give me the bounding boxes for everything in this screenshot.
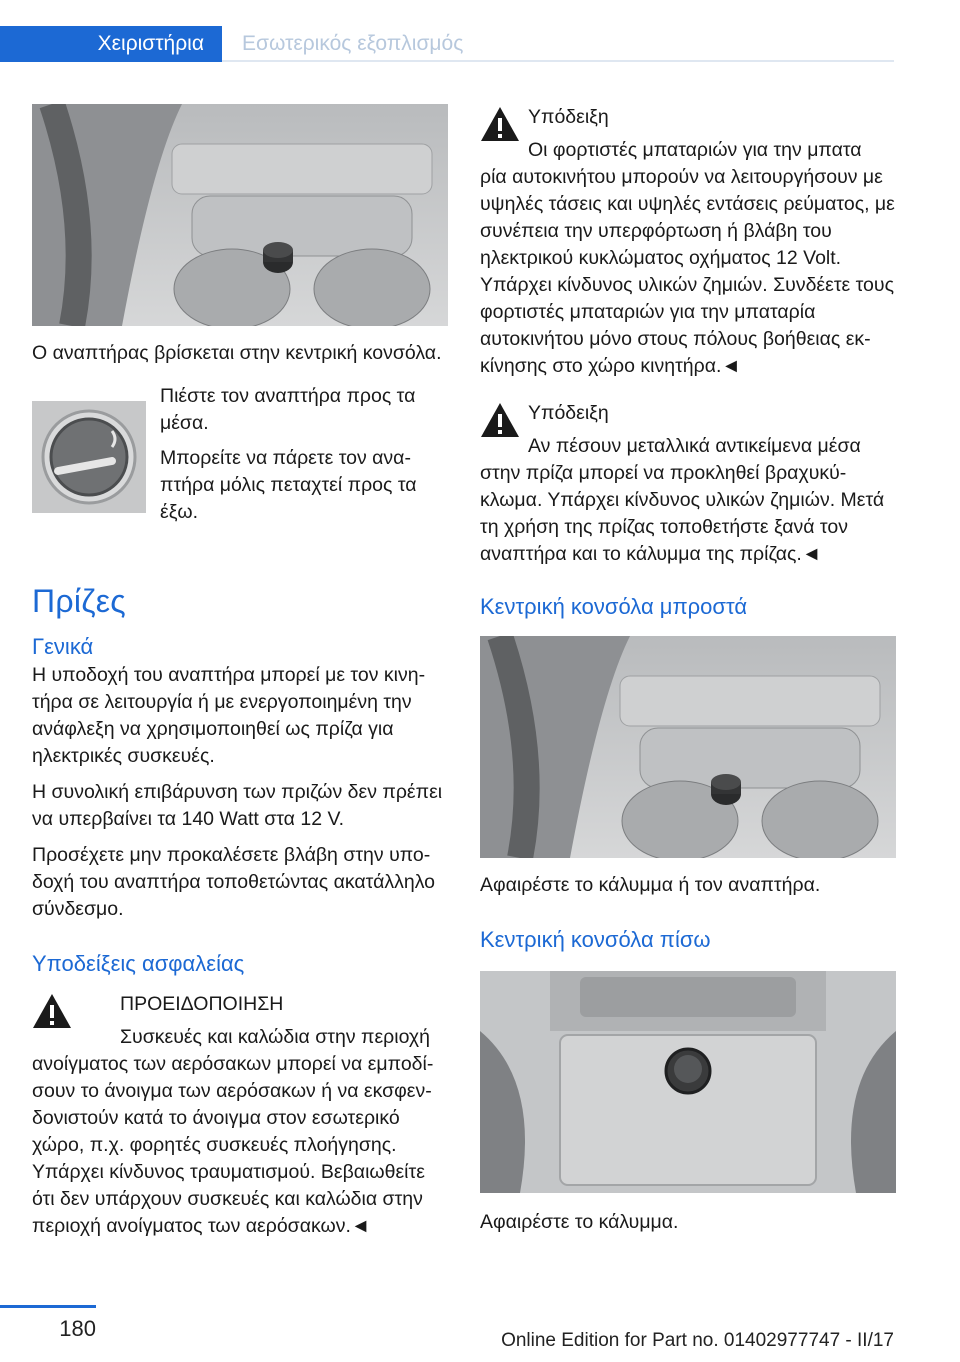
edition-note: Online Edition for Part no. 01402977747 - II/17 [501, 1330, 894, 1351]
header-divider [222, 60, 894, 62]
warning-triangle-icon [32, 993, 72, 1029]
note1-title: Υπόδειξη [528, 106, 609, 128]
note-block-2 [480, 400, 896, 568]
right-column [480, 104, 896, 1236]
page-number: 180 [59, 1316, 96, 1341]
note2-text: στην πρίζα μπορεί να προκληθεί βραχυκύκλωμα. Υπάρχει κίνδυνος υλικών ζημιών. Μετά τη χρήση της πρίζας τοποθετήστε ξανά τον αναπτήρα και το κάλυμμα της πρίζας.◄ [480, 462, 885, 565]
lighter-instruction-block [32, 383, 448, 573]
subtitle-safety-notes: Υποδείξεις ασφαλείας [32, 951, 245, 976]
photo-rear-console [480, 971, 896, 1193]
note2-title: Υπόδειξη [528, 402, 609, 424]
subtitle-general: Γενικά [32, 634, 94, 659]
general-paragraph-2: Η συνολική επιβάρυνση των πριζών δεν πρέπει να υπερβαίνει τα 140 Watt στα 12 V. [32, 781, 443, 830]
warning-triangle-icon [480, 106, 520, 142]
header-bar [0, 0, 960, 62]
tab-controls[interactable]: Χειριστήρια [0, 26, 222, 62]
lighter-location-caption: Ο αναπτήρας βρίσκεται στην κεντρική κονσόλα. [32, 342, 442, 364]
section-title-sockets: Πρίζες [32, 583, 127, 619]
footer-accent-line [0, 1305, 96, 1308]
warning-text: ανοίγματος των αερόσακων μπορεί να εμποδίσουν το άνοιγμα των αερόσακων ή να εκσφενδονιστούν κατά το άνοιγμα στον εσωτερικό χώρο, π.χ. φορητές συσκευές πλοήγησης. Υπάρχει κίνδυνος τραυματισμού. Βεβαιωθείτε ότι δεν υπάρχουν συσκευές και καλώδια στην περιοχή ανοίγματος των αερόσακων.◄ [32, 1053, 434, 1237]
push-lighter-text: Πιέστε τον αναπτήρα προς τα μέσα. [160, 385, 416, 434]
front-console-caption: Αφαιρέστε το κάλυμμα ή τον αναπτήρα. [480, 874, 821, 896]
subtitle-front-console: Κεντρική κονσόλα μπροστά [480, 594, 748, 619]
note-block-1 [480, 104, 896, 380]
subtitle-rear-console: Κεντρική κονσόλα πίσω [480, 927, 711, 952]
warning-block [32, 991, 448, 1240]
warning-first-line: Συσκευές και καλώδια στην περιοχή [120, 1026, 430, 1048]
left-column [32, 104, 448, 1240]
warning-triangle-icon [480, 402, 520, 438]
note1-first-line: Οι φορτιστές μπαταριών για την μπατα [528, 139, 862, 161]
general-paragraph-3: Προσέχετε μην προκαλέσετε βλάβη στην υποδοχή του αναπτήρα τοποθετώντας ακατάλληλο σύνδεσμο. [32, 844, 435, 920]
general-paragraph-1: Η υποδοχή του αναπτήρα μπορεί με τον κινητήρα σε λειτουργία ή με ενεργοποιημένη την ανάφλεξη να χρησιμοποιηθεί ως πρίζα για ηλεκτρικές συσκευές. [32, 664, 426, 767]
tab-interior-equipment[interactable]: Εσωτερικός εξοπλισμός [242, 32, 464, 55]
note1-text: ρία αυτοκινήτου μπορούν να λειτουργήσουν με υψηλές τάσεις και υψηλές εντάσεις ρεύματος, με συνέπεια την υπερφόρτωση ή βλάβη του ηλεκτρικού κυκλώματος οχήματος 12 Volt. Υπάρχει κίνδυνος υλικών ζημιών. Συνδέετε τους φορτιστές μπαταριών για την μπαταρία αυτοκινήτου μόνο στους πόλους βοήθειας εκκίνησης στο χώρο κινητήρα.◄ [480, 166, 895, 377]
photo-lighter-button [32, 401, 146, 513]
rear-console-caption: Αφαιρέστε το κάλυμμα. [480, 1211, 679, 1233]
remove-lighter-text: Μπορείτε να πάρετε τον αναπτήρα μόλις πεταχτεί προς τα έξω. [160, 447, 417, 523]
note2-first-line: Αν πέσουν μεταλλικά αντικείμενα μέσα [528, 435, 861, 457]
photo-lighter-console [32, 104, 448, 326]
warning-title: ΠΡΟΕΙΔΟΠΟΙΗΣΗ [120, 993, 284, 1015]
photo-front-console [480, 636, 896, 858]
